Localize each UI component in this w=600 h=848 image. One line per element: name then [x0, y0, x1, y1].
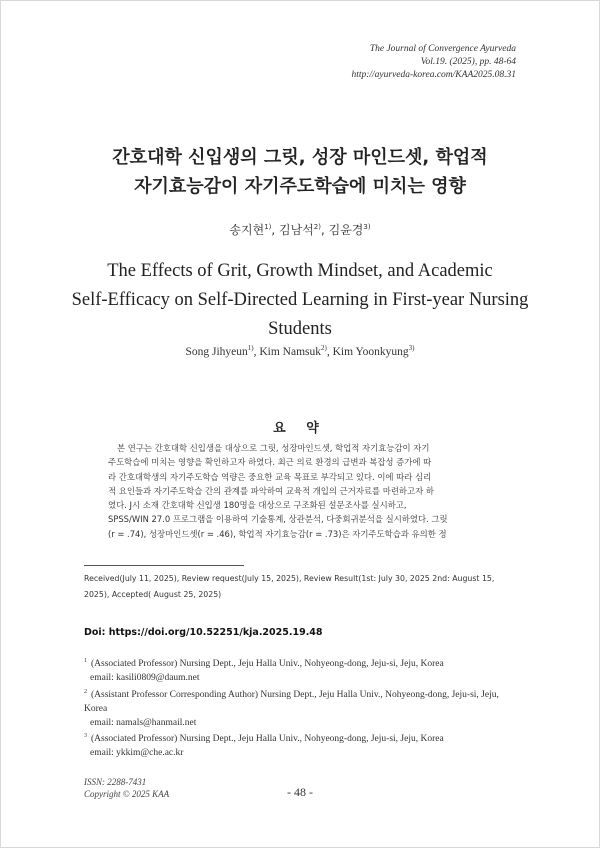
journal-header [351, 43, 516, 82]
abstract-line: (r = .74), 성장마인드셋(r = .46), 학업적 자기효능감(r = .73)은 자기주도학습과 유의한 정 [108, 528, 447, 539]
journal-url[interactable]: http://ayurveda-korea.com/KAA2025.08.31 [351, 70, 516, 80]
affil-marker-3: 3 [84, 733, 87, 740]
received-dates [84, 571, 516, 603]
english-title-line-3: Students [268, 319, 332, 339]
author-separator: , [320, 223, 329, 237]
footnote-divider [84, 565, 244, 566]
journal-volume: Vol.19. (2025), pp. 48-64 [420, 57, 516, 67]
english-authors [0, 344, 600, 358]
abstract-heading: 요 약 [273, 421, 327, 436]
received-line-1: Received(July 11, 2025), Review request(July 15, 2025), Review Result(1st: July 30, 2025 2nd: August 15, [84, 574, 495, 583]
affiliations [84, 655, 516, 761]
english-author-2: Kim Namsuk [259, 345, 322, 358]
affiliation-3: (Associated Professor) Nursing Dept., Jeju Halla Univ., Nohyeong-dong, Jeju-si, Jeju, Korea [91, 734, 444, 745]
english-author-1: Song Jihyeun [185, 345, 248, 358]
korean-author-3: 김윤경 [328, 223, 364, 237]
affiliation-1: (Associated Professor) Nursing Dept., Jeju Halla Univ., Nohyeong-dong, Jeju-si, Jeju, Korea [91, 659, 444, 670]
korean-author-2: 김남석 [279, 223, 314, 237]
author-marker-2: 2) [313, 223, 321, 231]
issn: ISSN: 2288-7431 [84, 777, 147, 787]
abstract-line: 였다. J시 소재 간호대학 신입생 180명을 대상으로 구조화된 설문조사를 실시하고, [108, 500, 407, 511]
journal-name: The Journal of Convergence Ayurveda [369, 44, 516, 54]
abstract-line: 라 간호대학생의 자기주도학습 역량은 중요한 교육 목표로 부각되고 있다. 이에 따라 심리 [108, 471, 432, 482]
affiliation-2-email[interactable]: email: namals@hanmail.net [90, 717, 197, 728]
korean-title-line-1: 간호대학 신입생의 그릿, 성장 마인드셋, 학업적 [112, 147, 488, 168]
affil-marker-2: 2 [84, 688, 87, 695]
korean-title-line-2: 자기효능감이 자기주도학습에 미치는 영향 [134, 176, 466, 197]
doi-link[interactable]: Doi: https://doi.org/10.52251/kja.2025.19.48 [84, 627, 323, 638]
affiliation-3-email[interactable]: email: ykkim@che.ac.kr [90, 748, 184, 759]
english-title-line-1: The Effects of Grit, Growth Mindset, and Academic [107, 261, 493, 281]
author-separator: , [271, 223, 280, 237]
author-marker-3: 3) [363, 223, 371, 231]
abstract-body [108, 441, 500, 541]
affiliation-1-email[interactable]: email: kasili0809@daum.net [90, 672, 200, 683]
author-marker-3: 3) [408, 344, 415, 352]
english-title [0, 257, 600, 344]
affiliation-2: (Assistant Professor Corresponding Author) Nursing Dept., Jeju Halla Univ., Nohyeong-dong, Jeju-si, Jeju, [91, 689, 499, 700]
author-marker-2: 2) [321, 344, 327, 352]
english-title-line-2: Self-Efficacy on Self-Directed Learning in First-year Nursing [71, 290, 529, 310]
affil-marker-1: 1 [84, 658, 87, 664]
author-marker-1: 1) [247, 344, 254, 352]
copyright: Copyright © 2025 KAA [84, 789, 170, 799]
author-separator: , [253, 345, 260, 358]
page-number: - 48 - [287, 785, 313, 799]
abstract-line: 본 연구는 간호대학 신입생을 대상으로 그릿, 성장마인드셋, 학업적 자기효능감이 자기 [117, 443, 430, 453]
author-marker-1: 1) [264, 223, 272, 231]
abstract-line: 적 요인들과 자기주도학습 간의 관계를 파악하여 교육적 개입의 근거자료를 마련하고자 하 [108, 485, 434, 496]
received-line-2: 2025), Accepted( August 25, 2025) [84, 590, 222, 599]
english-author-3: Kim Yoonkyung [332, 345, 409, 358]
korean-author-1: 송지현 [229, 223, 265, 237]
affiliation-2-continued: Korea [84, 703, 108, 714]
abstract-line: 주도학습에 미치는 영향을 확인하고자 하였다. 최근 의료 환경의 급변과 복잡성 증가에 따 [108, 457, 432, 468]
author-separator: , [326, 345, 333, 358]
korean-title [0, 143, 600, 201]
abstract-line: SPSS/WIN 27.0 프로그램을 이용하여 기술통계, 상관분석, 다중회귀분석을 실시하였다. 그릿 [108, 514, 448, 525]
korean-authors [0, 221, 600, 238]
